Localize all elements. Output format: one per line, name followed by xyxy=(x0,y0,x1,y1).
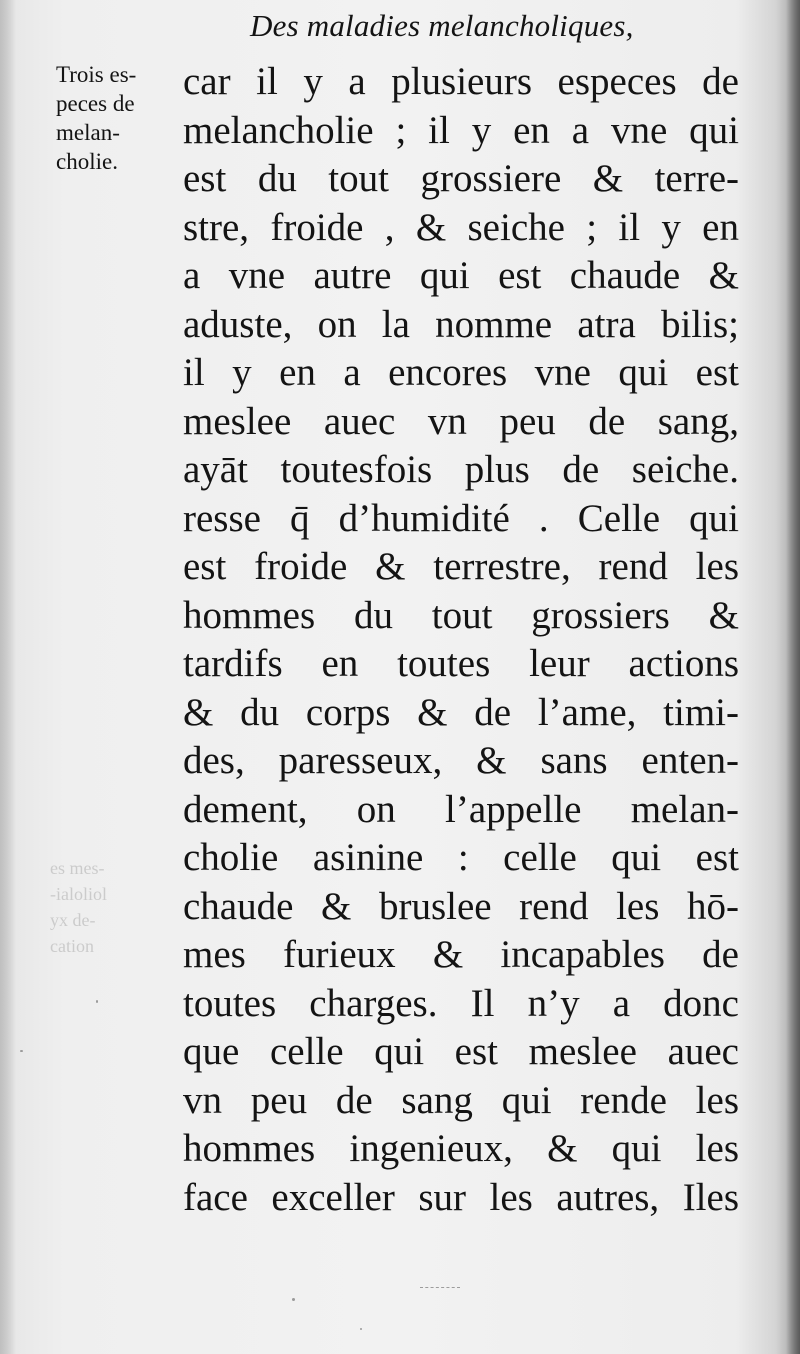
text-line: vn peu de sang qui rende les xyxy=(183,1078,739,1122)
bleed-line: cation xyxy=(50,936,94,956)
margin-note-line: melan- xyxy=(56,120,120,145)
text-line: tardifs en toutes leur actions xyxy=(183,642,739,685)
bleed-line: yx de- xyxy=(50,910,96,930)
scan-artifact xyxy=(420,1287,460,1291)
paper-speck xyxy=(20,1050,23,1052)
paper-speck xyxy=(360,1328,362,1330)
text-line: stre, froide , & seiche ; il y en xyxy=(183,205,739,249)
text-line: mes furieux & incapables de xyxy=(183,933,739,976)
text-line: il y en a encores vne qui est xyxy=(183,351,739,394)
page-edge-shadow xyxy=(786,0,800,1354)
text-line: est froide & terrestre, rend les xyxy=(183,545,739,588)
margin-note-line: cholie. xyxy=(56,149,118,174)
text-line: des, paresseux, & sans enten- xyxy=(183,739,739,782)
paper-speck xyxy=(96,1000,98,1003)
gutter-shadow xyxy=(0,0,16,1354)
text-line: a vne autre qui est chaude & xyxy=(183,254,739,297)
margin-note-line: Trois es- xyxy=(56,62,137,87)
bleed-through-text xyxy=(50,855,160,959)
text-line: meslee auec vn peu de sang, xyxy=(183,399,739,443)
text-line: resse q̄ d’humidité . Celle qui xyxy=(183,496,739,540)
text-line: hommes du tout grossiers & xyxy=(183,593,739,637)
text-line: cholie asinine : celle qui est xyxy=(183,836,739,879)
text-line: que celle qui est meslee auec xyxy=(183,1030,739,1073)
margin-note xyxy=(56,60,178,176)
paper-speck xyxy=(292,1298,295,1301)
text-line: est du tout grossiere & terre- xyxy=(183,157,739,200)
margin-note-line: peces de xyxy=(56,91,135,116)
text-line: car il y a plusieurs especes de xyxy=(183,60,739,103)
bleed-line: es mes- xyxy=(50,858,105,878)
text-line: aduste, on la nomme atra bilis; xyxy=(183,302,739,346)
text-line: face exceller sur les autres, Iles xyxy=(183,1175,739,1219)
text-line: chaude & bruslee rend les hō- xyxy=(183,884,739,928)
text-line: dement, on l’appelle melan- xyxy=(183,787,739,831)
running-title: Des maladies melancholiques, xyxy=(250,8,634,43)
text-line: & du corps & de l’ame, timi- xyxy=(183,690,739,734)
bleed-line: -ialoliol xyxy=(50,884,107,904)
text-line: hommes ingenieux, & qui les xyxy=(183,1127,739,1170)
text-line: toutes charges. Il n’y a donc xyxy=(183,981,739,1025)
body-text-block xyxy=(183,58,739,1222)
text-line: ayāt toutesfois plus de seiche. xyxy=(183,448,739,491)
text-line: melancholie ; il y en a vne qui xyxy=(183,108,739,152)
